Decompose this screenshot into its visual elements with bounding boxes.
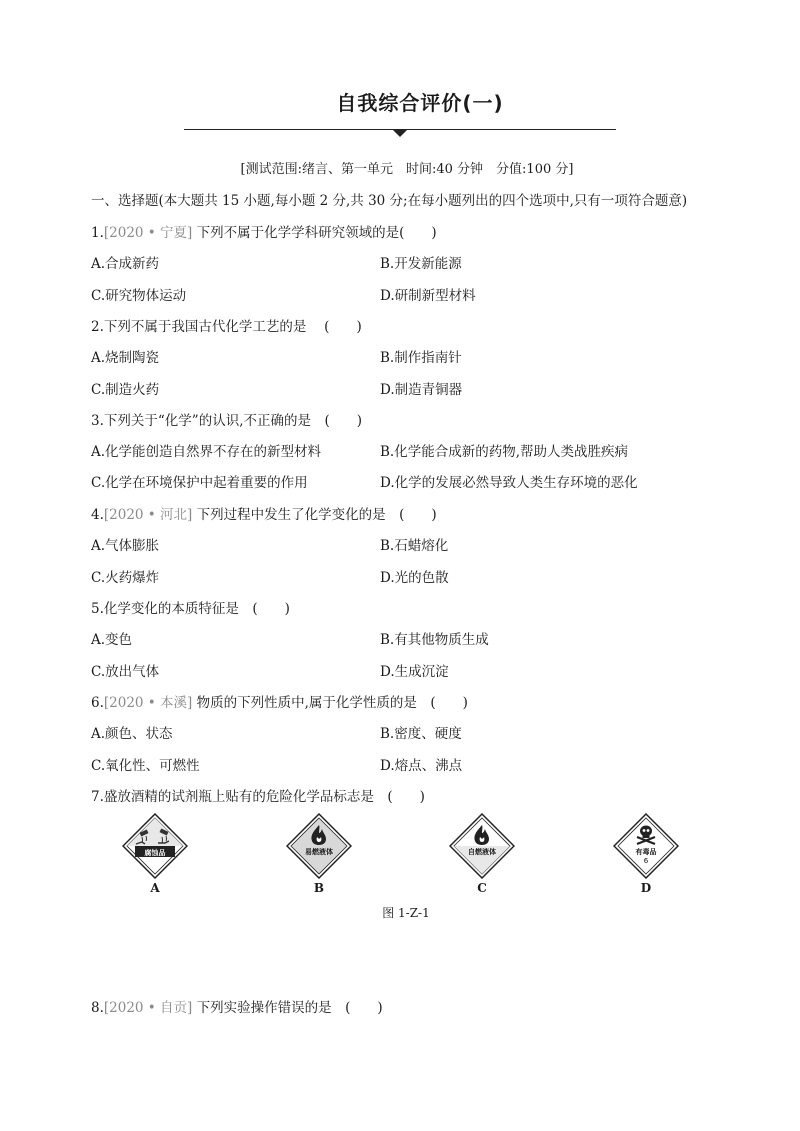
option-d[interactable]: D.光的色散 [380, 570, 449, 586]
option-d[interactable]: D.研制新型材料 [380, 288, 476, 304]
option-b[interactable]: B.制作指南针 [380, 350, 462, 366]
option-d[interactable]: D.熔点、沸点 [380, 758, 463, 774]
option-a[interactable]: A.气体膨胀 [91, 538, 160, 554]
question-source: [2020 • 河北] [103, 507, 193, 523]
sign-letter: A [150, 881, 160, 895]
figure-caption: 图 1-Z-1 [382, 906, 430, 920]
sign-label: 有毒品 [635, 848, 657, 856]
test-scope: [测试范围:绪言、第一单元 时间:40 分钟 分值:100 分] [240, 162, 574, 177]
sign-label: 腐蚀品 [144, 849, 166, 857]
option-c[interactable]: C.氧化性、可燃性 [91, 758, 200, 774]
sign-letter: C [477, 881, 487, 895]
question-2: 2.下列不属于我国古代化学工艺的是 ( ) [91, 319, 362, 335]
option-b[interactable]: B.开发新能源 [380, 256, 462, 272]
option-a[interactable]: A.烧制陶瓷 [91, 350, 160, 366]
option-c[interactable]: C.化学在环境保护中起着重要的作用 [91, 475, 308, 491]
option-b[interactable]: B.化学能合成新的药物,帮助人类战胜疾病 [380, 444, 629, 460]
option-a[interactable]: A.化学能创造自然界不存在的新型材料 [91, 444, 322, 460]
divider-arrow-icon [393, 130, 407, 137]
option-d[interactable]: D.制造青铜器 [380, 382, 463, 398]
option-c[interactable]: C.制造火药 [91, 382, 160, 398]
page-title: 自我综合评价(一) [336, 91, 504, 115]
hazard-sign-c[interactable] [449, 813, 515, 879]
option-c[interactable]: C.火药爆炸 [91, 570, 160, 586]
option-b[interactable]: B.有其他物质生成 [380, 632, 489, 648]
option-a[interactable]: A.颜色、状态 [91, 726, 173, 742]
section-heading: 一、选择题(本大题共 15 小题,每小题 2 分,共 30 分;在每小题列出的四个选项中,只有一项符合题意) [91, 193, 688, 209]
sign-label: 自燃液体 [468, 848, 496, 856]
sign-label: 易燃液体 [305, 848, 333, 856]
flame-icon [449, 813, 515, 879]
hazard-sign-d[interactable] [613, 813, 679, 879]
question-source: [2020 • 宁夏] [103, 225, 193, 241]
option-d[interactable]: D.生成沉淀 [380, 664, 449, 680]
question-source: [2020 • 本溪] [103, 695, 193, 711]
question-8: 8.[2020 • 自贡] 下列实验操作错误的是 ( ) [91, 1000, 383, 1016]
flame-icon [286, 813, 352, 879]
question-3: 3.下列关于“化学”的认识,不正确的是 ( ) [91, 413, 363, 429]
question-7: 7.盛放酒精的试剂瓶上贴有的危险化学品标志是 ( ) [91, 789, 425, 805]
option-a[interactable]: A.变色 [91, 632, 133, 648]
option-d[interactable]: D.化学的发展必然导致人类生存环境的恶化 [380, 475, 638, 491]
corrosive-icon [122, 813, 188, 879]
skull-icon [613, 813, 679, 879]
sign-letter: D [640, 881, 652, 895]
option-b[interactable]: B.石蜡熔化 [380, 538, 449, 554]
question-4: 4.[2020 • 河北] 下列过程中发生了化学变化的是 ( ) [91, 507, 437, 523]
option-c[interactable]: C.研究物体运动 [91, 288, 187, 304]
option-b[interactable]: B.密度、硬度 [380, 726, 462, 742]
sign-class-number: 6 [643, 857, 649, 865]
sign-letter: B [313, 881, 325, 895]
question-5: 5.化学变化的本质特征是 ( ) [91, 601, 290, 617]
question-1: 1.[2020 • 宁夏] 下列不属于化学学科研究领域的是( ) [91, 225, 437, 241]
hazard-sign-b[interactable] [286, 813, 352, 879]
hazard-sign-a[interactable] [122, 813, 188, 879]
option-c[interactable]: C.放出气体 [91, 664, 160, 680]
question-6: 6.[2020 • 本溪] 物质的下列性质中,属于化学性质的是 ( ) [91, 695, 468, 711]
question-source: [2020 • 自贡] [103, 1000, 193, 1016]
option-a[interactable]: A.合成新药 [91, 256, 160, 272]
